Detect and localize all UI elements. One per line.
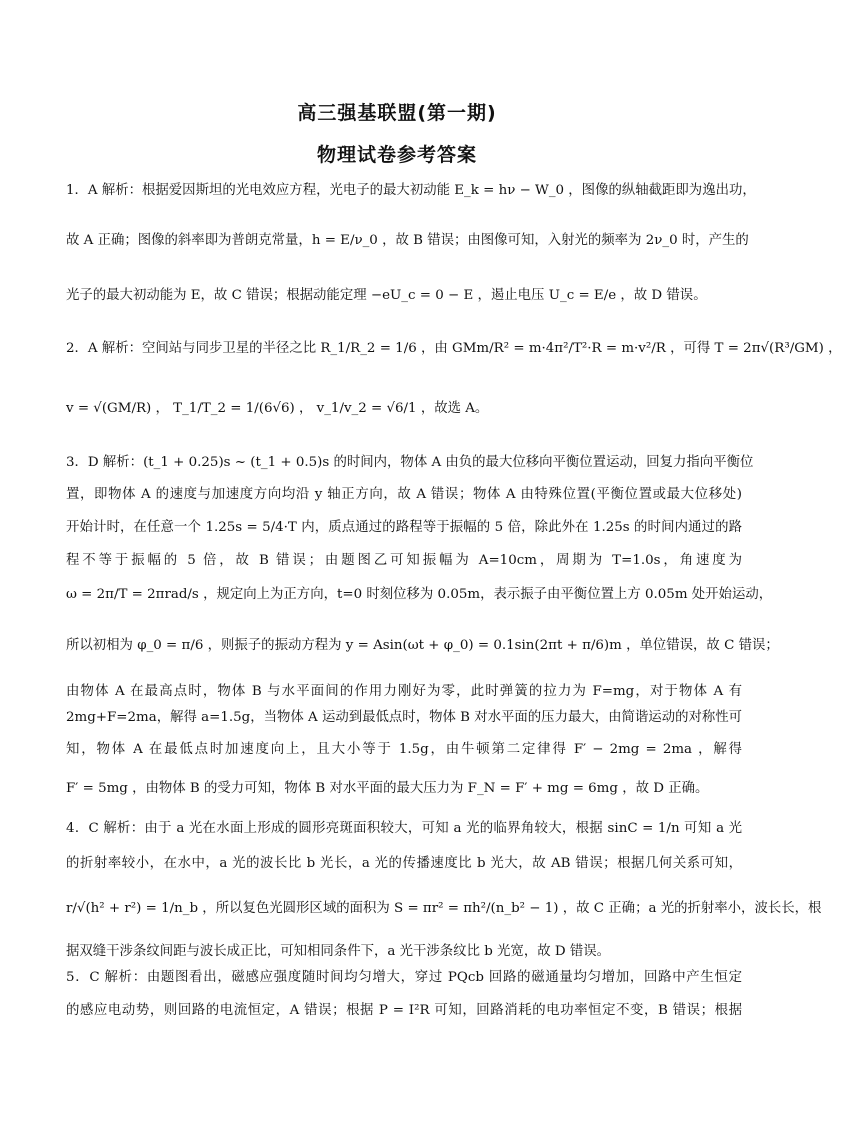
answer-3-line-10: F′ = 5mg ，由物体 B 的受力可知，物体 B 对水平面的最大压力为 F_N = F′ + mg = 6mg ，故 D 正确。 (66, 781, 709, 796)
answer-5-line-2: 的感应电动势，则回路的电流恒定，A 错误；根据 P = I²R 可知，回路消耗的电功率恒定不变，B 错误；根据 (66, 1003, 742, 1018)
answer-1-line-3: 光子的最大初动能为 E，故 C 错误；根据动能定理 −eU_c = 0 − E ，遏止电压 U_c = E/e ，故 D 错误。 (66, 288, 707, 303)
answer-3-line-3: 开始计时，在任意一个 1.25s = 5/4·T 内，质点通过的路程等于振幅的 5 倍，除此外在 1.25s 的时间内通过的路 (66, 520, 742, 535)
answer-4-line-3: r/√(h² + r²) = 1/n_b ，所以复色光圆形区域的面积为 S = πr² = πh²/(n_b² − 1) ，故 C 正确；a 光的折射率小，波长长，根 (66, 901, 822, 916)
answer-3-line-9: 知，物体 A 在最低点时加速度向上，且大小等于 1.5g，由牛顿第二定律得 F′ − 2mg = 2ma ，解得 (66, 742, 742, 757)
answer-4-line-2: 的折射率较小，在水中，a 光的波长比 b 光长，a 光的传播速度比 b 光大，故 AB 错误；根据几何关系可知， (66, 856, 742, 871)
answer-3-line-6: 所以初相为 φ_0 = π/6 ，则振子的振动方程为 y = Asin(ωt + φ_0) = 0.1sin(2πt + π/6)m ，单位错误，故 C 错误； (66, 638, 779, 653)
answer-3-line-8: 2mg+F=2ma，解得 a=1.5g，当物体 A 运动到最低点时，物体 B 对水平面的压力最大，由简谐运动的对称性可 (66, 710, 743, 725)
answer-3-line-4: 程不等于振幅的 5 倍，故 B 错误；由题图乙可知振幅为 A=10cm，周期为 T=1.0s，角速度为 (66, 553, 742, 568)
answer-4-line-4: 据双缝干涉条纹间距与波长成正比，可知相同条件下，a 光干涉条纹比 b 光宽，故 D 错误。 (66, 944, 611, 959)
answer-1-line-2: 故 A 正确；图像的斜率即为普朗克常量，h = E/ν_0 ，故 B 错误；由图像可知，入射光的频率为 2ν_0 时，产生的 (66, 233, 749, 248)
answer-3-line-2: 置，即物体 A 的速度与加速度方向均沿 y 轴正方向，故 A 错误；物体 A 由特殊位置(平衡位置或最大位移处) (66, 487, 742, 502)
answer-2-line-1: 2．A 解析：空间站与同步卫星的半径之比 R_1/R_2 = 1/6 ，由 GMm/R² = m·4π²/T²·R = m·v²/R ，可得 T = 2π√(R³/GM) ， (66, 341, 842, 356)
answer-1-line-1: 1．A 解析：根据爱因斯坦的光电效应方程，光电子的最大初动能 E_k = hν − W_0 ，图像的纵轴截距即为逸出功， (66, 183, 756, 198)
answer-5-line-1: 5．C 解析：由题图看出，磁感应强度随时间均匀增大，穿过 PQcb 回路的磁通量均匀增加，回路中产生恒定 (66, 970, 742, 985)
answer-3-line-5: ω = 2π/T = 2πrad/s ，规定向上为正方向，t=0 时刻位移为 0.05m，表示振子由平衡位置上方 0.05m 处开始运动， (66, 587, 773, 602)
answer-4-line-1: 4．C 解析：由于 a 光在水面上形成的圆形亮斑面积较大，可知 a 光的临界角较大，根据 sinC = 1/n 可知 a 光 (66, 821, 742, 836)
page-subtitle: 物理试卷参考答案 (316, 144, 477, 166)
answer-3-line-1: 3．D 解析：(t_1 + 0.25)s ~ (t_1 + 0.5)s 的时间内，物体 A 由负的最大位移向平衡位置运动，回复力指向平衡位 (66, 455, 754, 470)
answer-2-line-2: v = √(GM/R) ， T_1/T_2 = 1/(6√6) ， v_1/v_2 = √6/1 ，故选 A。 (66, 401, 489, 416)
answer-3-line-7: 由物体 A 在最高点时，物体 B 与水平面间的作用力刚好为零，此时弹簧的拉力为 F=mg，对于物体 A 有 (66, 684, 742, 699)
page-title: 高三强基联盟(第一期) (297, 102, 497, 124)
